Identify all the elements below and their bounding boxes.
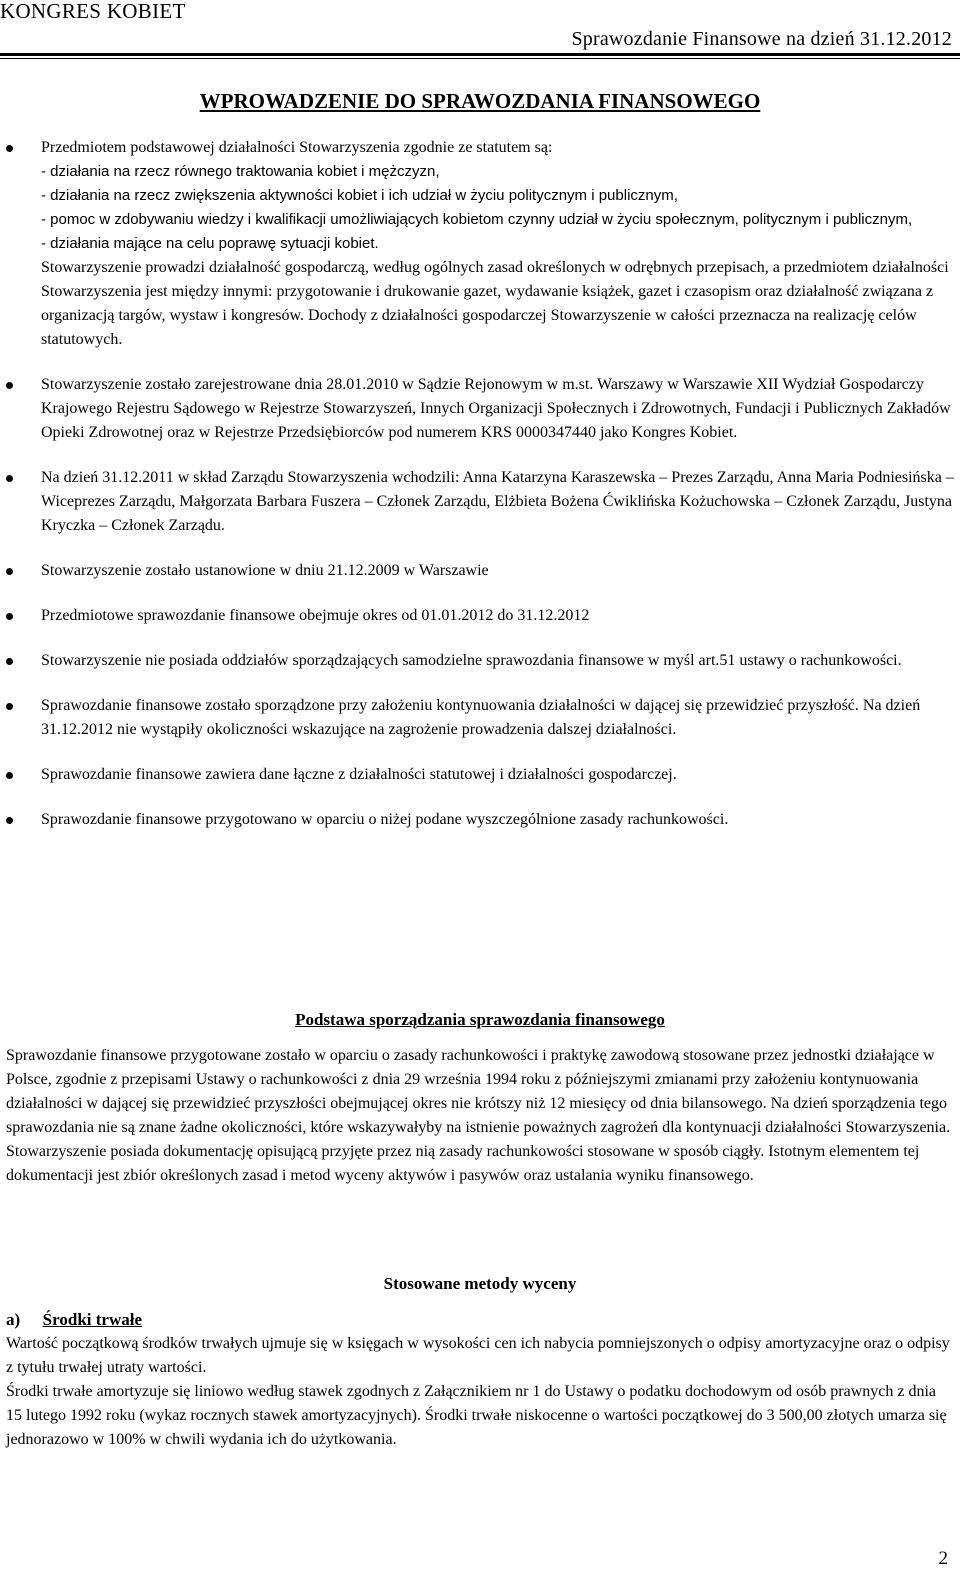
registration-text: Stowarzyszenie zostało zarejestrowane dnia 28.01.2010 w Sądzie Rejonowym w m.st. Warszawy w Warszawie XII Wydział Gospodarczy Krajowego Rejestru Sądowego w Rejestrze Stowarzyszeń, Innych Organizacji Społecznych i Zdrowotnych, Fundacji i Publicznych Zakładów Opieki Zdrowotnej oraz w Rejestrze Przedsiębiorców pod numerem KRS 0000347440 jako Kongres Kobiet. xyxy=(41,376,951,441)
business-activity-text: Stowarzyszenie prowadzi działalność gospodarczą, według ogólnych zasad określonych w odrębnych przepisach, a przedmiotem działalności Stowarzyszenia jest między innymi: przygotowanie i drukowanie gazet, wydawanie książek, gazet i czasopism oraz działalność związana z organizacją targów, wystaw i kongresów. Dochody z działalności gospodarczej Stowarzyszenie w całości przeznacza na realizację celów statutowych. xyxy=(41,259,949,348)
bullet-icon xyxy=(6,613,13,620)
activity-item: - działania mające na celu poprawę sytuacji kobiet. xyxy=(41,235,379,252)
bullet-period xyxy=(0,604,960,628)
bullet-registration xyxy=(0,373,960,445)
activity-item: - pomoc w zdobywaniu wiedzy i kwalifikacji umożliwiających kobietom czynny udział w życiu społecznym, politycznym i publicznym, xyxy=(41,211,913,228)
branches-text: Stowarzyszenie nie posiada oddziałów sporządzających samodzielne sprawozdania finansowe w myśl art.51 ustawy o rachunkowości. xyxy=(41,652,902,669)
bullet-icon xyxy=(6,568,13,575)
header-rule-thin xyxy=(0,58,960,59)
header-rule-thick xyxy=(0,53,960,56)
board-text: Na dzień 31.12.2011 w skład Zarządu Stowarzyszenia wchodzili: Anna Katarzyna Karaszewska – Prezes Zarządu, Anna Maria Podniesińska – Wiceprezes Zarządu, Małgorzata Barbara Fuszera – Członek Zarządu, Elżbieta Bożena Ćwiklińska Kożuchowska – Członek Zarządu, Justyna Kryczka – Członek Zarządu. xyxy=(41,469,954,534)
basis-heading: Podstawa sporządzania sprawozdania finansowego xyxy=(295,1010,665,1029)
fixed-assets-title: Środki trwałe xyxy=(42,1310,142,1329)
activity-item: - działania na rzecz zwiększenia aktywności kobiet i ich udział w życiu politycznym i publicznym, xyxy=(41,187,678,204)
bullet-combined-data xyxy=(0,763,960,787)
bullet-icon xyxy=(6,475,13,482)
bullet-icon xyxy=(6,658,13,665)
activity-intro: Przedmiotem podstawowej działalności Stowarzyszenia zgodnie ze statutem są: xyxy=(41,139,553,156)
activity-item: - działania na rzecz równego traktowania kobiet i mężczyzn, xyxy=(41,163,440,180)
establishment-text: Stowarzyszenie zostało ustanowione w dniu 21.12.2009 w Warszawie xyxy=(41,562,489,579)
period-text: Przedmiotowe sprawozdanie finansowe obejmuje okres od 01.01.2012 do 31.12.2012 xyxy=(41,607,590,624)
page-number: 2 xyxy=(938,1548,948,1569)
basis-text: Sprawozdanie finansowe przygotowane zostało w oparciu o zasady rachunkowości i praktykę zawodową stosowane przez jednostki działające w Polsce, zgodnie z przepisami Ustawy o rachunkowości z dnia 29 września 1994 roku z późniejszymi zmianami przy założeniu kontynuowania działalności w dającej się przewidzieć przyszłości obejmującej okres nie krótszy niż 12 miesięcy od dnia bilansowego. Na dzień sporządzenia tego sprawozdania nie są znane żadne okoliczności, które wskazywałyby na istnienie poważnych zagrożeń dla kontynuacji działalności Stowarzyszenia. Stowarzyszenie posiada dokumentację opisującą przyjęte przez nią zasady rachunkowości stosowane w sposób ciągły. Istotnym elementem tej dokumentacji jest zbiór określonych zasad i metod wyceny aktywów i pasywów oraz ustalania wyniku finansowego. xyxy=(6,1047,951,1184)
bullet-icon xyxy=(6,772,13,779)
bullet-icon xyxy=(6,145,13,152)
basis-section xyxy=(6,1008,954,1188)
bullet-icon xyxy=(6,703,13,710)
bullet-branches xyxy=(0,649,960,673)
methods-section xyxy=(6,1272,954,1452)
fixed-assets-heading xyxy=(6,1308,954,1332)
document-title: WPROWADZENIE DO SPRAWOZDANIA FINANSOWEGO xyxy=(199,89,761,113)
header-organization: KONGRES KOBIET xyxy=(0,0,186,23)
bullet-icon xyxy=(6,382,13,389)
fixed-assets-label: a) xyxy=(6,1310,21,1329)
bullet-principles xyxy=(0,808,960,832)
going-concern-text: Sprawozdanie finansowe zostało sporządzone przy założeniu kontynuowania działalności w dającej się przewidzieć przyszłość. Na dzień 31.12.2012 nie wystąpiły okoliczności wskazujące na zagrożenie prowadzenia dalszej działalności. xyxy=(41,697,921,738)
page-header xyxy=(0,0,960,58)
bullet-going-concern xyxy=(0,694,960,742)
bullet-board xyxy=(0,466,960,538)
header-report-title: Sprawozdanie Finansowe na dzień 31.12.2012 xyxy=(571,28,952,50)
bullet-establishment xyxy=(0,559,960,583)
intro-bullet-list xyxy=(0,136,960,832)
bullet-activity-scope xyxy=(0,136,960,352)
bullet-icon xyxy=(6,817,13,824)
methods-heading: Stosowane metody wyceny xyxy=(383,1274,577,1293)
combined-data-text: Sprawozdanie finansowe zawiera dane łączne z działalności statutowej i działalności gospodarczej. xyxy=(41,766,677,783)
principles-text: Sprawozdanie finansowe przygotowano w oparciu o niżej podane wyszczególnione zasady rachunkowości. xyxy=(41,811,729,828)
fixed-assets-paragraph-2: Środki trwałe amortyzuje się liniowo według stawek zgodnych z Załącznikiem nr 1 do Ustawy o podatku dochodowym od osób prawnych z dnia 15 lutego 1992 roku (wykaz rocznych stawek amortyzacyjnych). Środki trwałe niskocenne o wartości początkowej do 3 500,00 złotych umarza się jednorazowo w 100% w chwili wydania ich do użytkowania. xyxy=(6,1383,947,1448)
fixed-assets-paragraph-1: Wartość początkową środków trwałych ujmuje się w księgach w wysokości cen ich nabycia pomniejszonych o odpisy amortyzacyjne oraz o odpisy z tytułu trwałej utraty wartości. xyxy=(6,1335,950,1376)
